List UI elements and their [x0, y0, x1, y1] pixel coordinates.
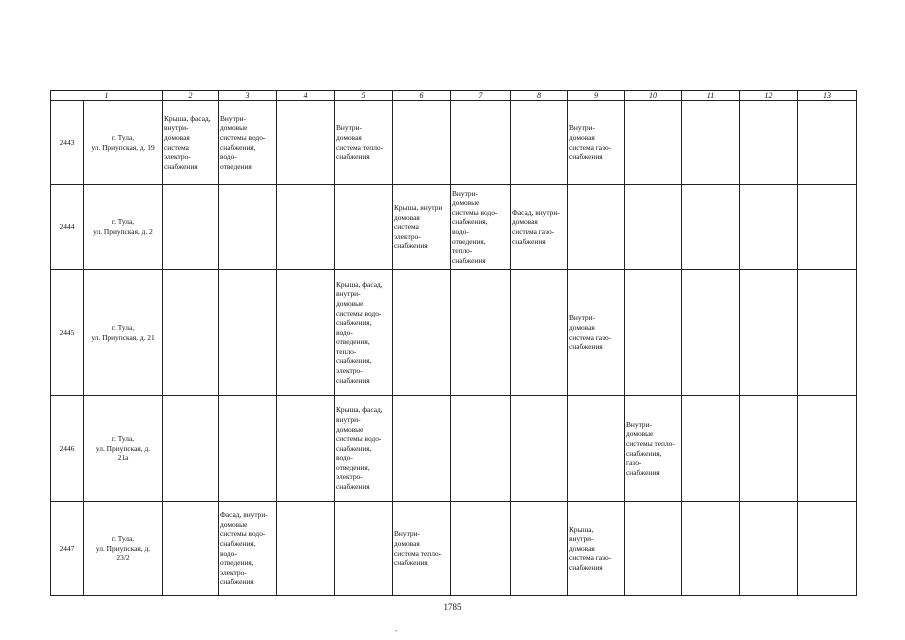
work-cell: Внутри- домовые системы водо- снабжения, водо- отведения: [219, 101, 277, 185]
work-cell: [393, 396, 451, 502]
work-cell: [163, 270, 219, 396]
work-cell: [335, 185, 393, 270]
header-cell: 2: [163, 91, 219, 101]
table-row: [51, 396, 857, 502]
work-cell: Крыша, фасад, внутри- домовые системы водо- снабжения, водо- отведения, тепло- снабжения, электро- снабжения: [335, 270, 393, 396]
work-cell: [451, 396, 511, 502]
work-cell: [740, 396, 798, 502]
header-cell: 5: [335, 91, 393, 101]
work-cell: Фасад, внутри- домовые системы водо- снабжения, водо- отведения, электро- снабжения: [219, 502, 277, 596]
work-cell: Крыша, фасад, внутри- домовая система электро- снабжения: [163, 101, 219, 185]
header-cell: 4: [277, 91, 335, 101]
work-cell: [625, 101, 682, 185]
work-cell: [568, 396, 625, 502]
header-cell: 7: [451, 91, 511, 101]
header-cell: 3: [219, 91, 277, 101]
header-cell: 8: [511, 91, 568, 101]
work-cell: [625, 185, 682, 270]
work-cell: [277, 101, 335, 185]
work-cell: [798, 270, 857, 396]
work-cell: [163, 396, 219, 502]
work-cell: [568, 185, 625, 270]
work-cell: [682, 396, 740, 502]
work-cell: [451, 101, 511, 185]
work-cell: [740, 185, 798, 270]
header-cell: 13: [798, 91, 857, 101]
work-cell: [798, 396, 857, 502]
work-cell: Внутри- домовые системы тепло- снабжения, газо- снабжения: [625, 396, 682, 502]
page-number: 1785: [443, 602, 462, 612]
work-cell: [277, 270, 335, 396]
header-cell: 9: [568, 91, 625, 101]
work-cell: [163, 502, 219, 596]
work-cell: Крыша, фасад, внутри- домовые системы водо- снабжения, водо- отведения, электро- снабжения: [335, 396, 393, 502]
work-cell: [451, 502, 511, 596]
work-cell: Фасад, внутри- домовая система газо- снабжения: [511, 185, 568, 270]
work-cell: [277, 185, 335, 270]
row-number: 2447: [51, 502, 84, 596]
row-address: г. Тула, ул. Приупская, д. 23/2: [84, 502, 163, 596]
work-cell: [277, 502, 335, 596]
table-row: [51, 502, 857, 596]
work-cell: Крыша, внутри- домовая система газо- снабжения: [568, 502, 625, 596]
work-cell: Внутри- домовая система тепло- снабжения: [393, 502, 451, 596]
row-number: 2443: [51, 101, 84, 185]
scan-mark: -: [395, 626, 398, 635]
work-cell: [682, 101, 740, 185]
table-row: [51, 270, 857, 396]
header-cell: 10: [625, 91, 682, 101]
work-cell: [393, 101, 451, 185]
work-cell: [682, 502, 740, 596]
register-table: [50, 90, 857, 596]
row-address: г. Тула, ул. Приупская, д. 19: [84, 101, 163, 185]
work-cell: [740, 502, 798, 596]
work-cell: [682, 185, 740, 270]
work-cell: [451, 270, 511, 396]
work-cell: [740, 270, 798, 396]
work-cell: [163, 185, 219, 270]
header-cell: 6: [393, 91, 451, 101]
work-cell: [219, 270, 277, 396]
work-cell: [219, 185, 277, 270]
work-cell: Крыша, внутри домовая система электро- снабжения: [393, 185, 451, 270]
work-cell: [335, 502, 393, 596]
work-cell: [798, 101, 857, 185]
work-cell: Внутри- домовые системы водо- снабжения, водо- отведения, тепло- снабжения: [451, 185, 511, 270]
work-cell: [511, 396, 568, 502]
work-cell: [798, 185, 857, 270]
work-cell: Внутри- домовая система тепло- снабжения: [335, 101, 393, 185]
header-cell: 12: [740, 91, 798, 101]
table-row: [51, 185, 857, 270]
work-cell: [625, 502, 682, 596]
work-cell: [511, 270, 568, 396]
header-cell: 1: [51, 91, 163, 101]
work-cell: [219, 396, 277, 502]
row-number: 2445: [51, 270, 84, 396]
row-number: 2444: [51, 185, 84, 270]
row-address: г. Тула, ул. Приупская, д. 21а: [84, 396, 163, 502]
header-cell: 11: [682, 91, 740, 101]
work-cell: [277, 396, 335, 502]
work-cell: [625, 270, 682, 396]
work-cell: [740, 101, 798, 185]
row-address: г. Тула, ул. Приупская, д. 2: [84, 185, 163, 270]
work-cell: [798, 502, 857, 596]
work-cell: [511, 101, 568, 185]
column-number-row: [51, 91, 857, 101]
work-cell: [511, 502, 568, 596]
row-number: 2446: [51, 396, 84, 502]
work-cell: [393, 270, 451, 396]
table-row: [51, 101, 857, 185]
work-cell: [682, 270, 740, 396]
work-cell: Внутри- домовая система газо- снабжения: [568, 101, 625, 185]
row-address: г. Тула, ул. Приупская, д. 21: [84, 270, 163, 396]
work-cell: Внутри- домовая система газо- снабжения: [568, 270, 625, 396]
